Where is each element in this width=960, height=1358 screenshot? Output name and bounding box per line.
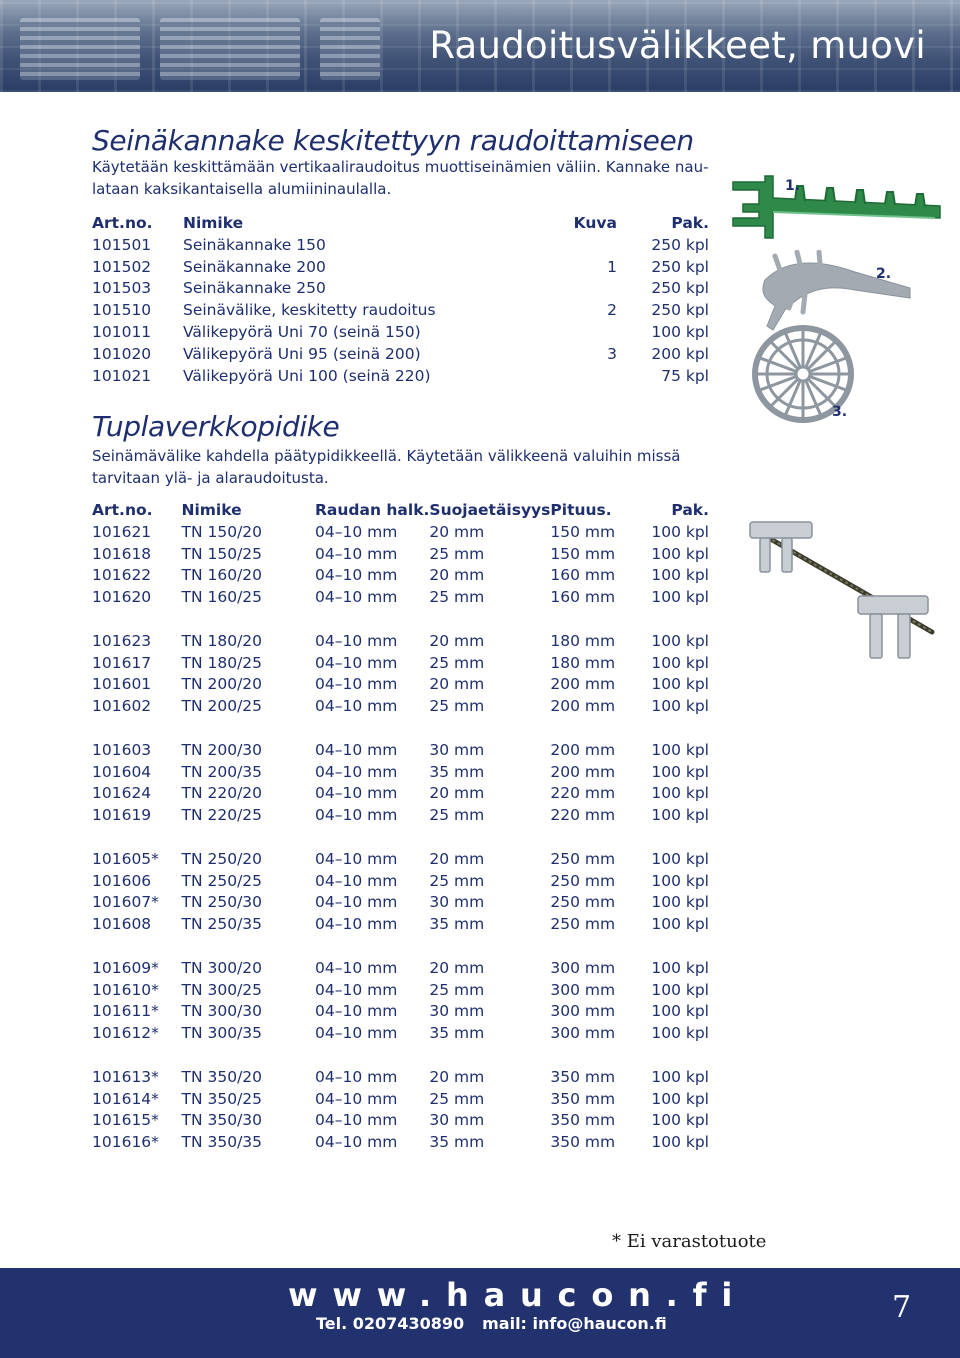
table-row (92, 695, 709, 717)
art-no-cell: 101621 (92, 522, 152, 541)
length-cell: 220 mm (550, 784, 616, 803)
table-row (92, 848, 709, 870)
table-row (92, 913, 709, 935)
rebar-diameter-cell: 04–10 mm (314, 893, 398, 912)
pack-cell: 100 kpl (651, 566, 709, 585)
pack-cell: 100 kpl (651, 544, 709, 563)
name-cell: Seinäkannake 200 (183, 257, 326, 276)
group-spacer (92, 826, 709, 848)
name-cell: TN 180/20 (181, 631, 263, 650)
pack-cell: 100 kpl (651, 653, 709, 672)
pack-cell: 100 kpl (651, 1111, 709, 1130)
section2-description (92, 446, 732, 489)
art-no-cell: 101623 (92, 631, 152, 650)
cover-cell: 20 mm (429, 631, 485, 650)
table-row (92, 1001, 709, 1023)
group-spacer (92, 935, 709, 957)
name-cell: TN 300/25 (181, 980, 263, 999)
art-no-cell: 101603 (92, 740, 152, 759)
art-no-cell: 101609* (92, 958, 159, 977)
column-header: Pituus. (550, 501, 612, 519)
length-cell: 160 mm (550, 588, 616, 607)
length-cell: 200 mm (550, 675, 616, 694)
rebar-diameter-cell: 04–10 mm (314, 544, 398, 563)
column-header: Raudan halk. (314, 501, 430, 519)
name-cell: Välikepyörä Uni 95 (seinä 200) (183, 344, 421, 363)
group-spacer-cell (92, 935, 709, 957)
column-header: Nimike (181, 501, 242, 519)
section1-table (92, 212, 709, 387)
pack-cell: 250 kpl (651, 235, 709, 254)
length-cell: 350 mm (550, 1111, 616, 1130)
rebar-diameter-cell: 04–10 mm (314, 653, 398, 672)
length-cell: 150 mm (550, 522, 616, 541)
name-cell: Välikepyörä Uni 100 (seinä 220) (183, 366, 431, 385)
name-cell: TN 160/25 (181, 588, 263, 607)
table-row (92, 674, 709, 696)
art-no-cell: 101620 (92, 588, 152, 607)
column-header: Kuva (573, 214, 617, 232)
length-cell: 350 mm (550, 1067, 616, 1086)
cover-cell: 25 mm (429, 588, 485, 607)
table-header-row (92, 212, 709, 234)
cover-cell: 25 mm (429, 544, 485, 563)
figure-ref-cell: 2 (607, 301, 617, 320)
table-header-row (92, 499, 709, 521)
art-no-cell: 101619 (92, 806, 152, 825)
section2-desc-line: tarvitaan ylä- ja alaraudoitusta. (92, 468, 329, 487)
table-row (92, 652, 709, 674)
name-cell: TN 250/35 (181, 915, 263, 934)
art-no-cell: 101501 (92, 235, 152, 254)
column-header: Pak. (671, 214, 709, 232)
rebar-diameter-cell: 04–10 mm (314, 631, 398, 650)
rebar-diameter-cell: 04–10 mm (314, 806, 398, 825)
length-cell: 300 mm (550, 1024, 616, 1043)
art-no-cell: 101622 (92, 566, 152, 585)
group-spacer (92, 1044, 709, 1066)
pack-cell: 100 kpl (651, 1024, 709, 1043)
table-row (92, 804, 709, 826)
group-spacer-cell (92, 717, 709, 739)
cover-cell: 25 mm (429, 653, 485, 672)
art-no-cell: 101611* (92, 1002, 159, 1021)
section1-description (92, 157, 732, 200)
cover-cell: 20 mm (429, 566, 485, 585)
phone-number: Tel. 0207430890 (316, 1314, 465, 1333)
section2-table (92, 499, 709, 1153)
rebar-diameter-cell: 04–10 mm (314, 1133, 398, 1152)
length-cell: 180 mm (550, 653, 616, 672)
name-cell: TN 300/30 (181, 1002, 263, 1021)
table-row (92, 783, 709, 805)
table-row (92, 256, 709, 278)
rebar-diameter-cell: 04–10 mm (314, 915, 398, 934)
cover-cell: 30 mm (429, 740, 485, 759)
column-header: Art.no. (92, 501, 153, 519)
pack-cell: 100 kpl (651, 740, 709, 759)
length-cell: 150 mm (550, 544, 616, 563)
pack-cell: 100 kpl (651, 762, 709, 781)
cover-cell: 20 mm (429, 958, 485, 977)
rebar-diameter-cell: 04–10 mm (314, 784, 398, 803)
art-no-cell: 101602 (92, 697, 152, 716)
name-cell: TN 220/25 (181, 806, 263, 825)
table-row (92, 1066, 709, 1088)
art-no-cell: 101510 (92, 301, 152, 320)
cover-cell: 20 mm (429, 849, 485, 868)
cover-cell: 25 mm (429, 980, 485, 999)
art-no-cell: 101607* (92, 893, 159, 912)
cover-cell: 20 mm (429, 675, 485, 694)
cover-cell: 25 mm (429, 1089, 485, 1108)
length-cell: 350 mm (550, 1133, 616, 1152)
name-cell: TN 200/20 (181, 675, 263, 694)
rebar-diameter-cell: 04–10 mm (314, 849, 398, 868)
name-cell: Seinäkannake 150 (183, 235, 326, 254)
cover-cell: 30 mm (429, 1002, 485, 1021)
rebar-diameter-cell: 04–10 mm (314, 1024, 398, 1043)
length-cell: 180 mm (550, 631, 616, 650)
table-row (92, 1110, 709, 1132)
cover-cell: 20 mm (429, 522, 485, 541)
art-no-cell: 101605* (92, 849, 159, 868)
section1-desc-line: lataan kaksikantaisella alumiininaulalla. (92, 179, 392, 198)
table-row (92, 343, 709, 365)
group-spacer-cell (92, 608, 709, 630)
page-number: 7 (892, 1290, 912, 1325)
name-cell: Seinävälike, keskitetty raudoitus (183, 301, 436, 320)
pack-cell: 100 kpl (651, 588, 709, 607)
rebar-diameter-cell: 04–10 mm (314, 958, 398, 977)
art-no-cell: 101608 (92, 915, 152, 934)
table-row (92, 957, 709, 979)
name-cell: TN 150/25 (181, 544, 263, 563)
name-cell: TN 350/30 (181, 1111, 263, 1130)
art-no-cell: 101614* (92, 1089, 159, 1108)
table-row (92, 543, 709, 565)
length-cell: 250 mm (550, 849, 616, 868)
group-spacer (92, 608, 709, 630)
name-cell: TN 200/35 (181, 762, 263, 781)
length-cell: 200 mm (550, 762, 616, 781)
art-no-cell: 101612* (92, 1024, 159, 1043)
figure-ref-cell: 1 (607, 257, 617, 276)
pack-cell: 200 kpl (651, 344, 709, 363)
name-cell: TN 200/25 (181, 697, 263, 716)
footer-contact (316, 1314, 667, 1333)
pack-cell: 100 kpl (651, 980, 709, 999)
table-row (92, 521, 709, 543)
table-row (92, 1088, 709, 1110)
art-no-cell: 101617 (92, 653, 152, 672)
table-row (92, 739, 709, 761)
name-cell: TN 350/25 (181, 1089, 263, 1108)
figure-label: 1. (785, 178, 801, 194)
table-row (92, 321, 709, 343)
cover-cell: 30 mm (429, 1111, 485, 1130)
name-cell: TN 250/25 (181, 871, 263, 890)
footnote: * Ei varastotuote (612, 1231, 767, 1252)
table-row (92, 870, 709, 892)
pack-cell: 100 kpl (651, 522, 709, 541)
name-cell: TN 250/30 (181, 893, 263, 912)
pack-cell: 100 kpl (651, 1067, 709, 1086)
table-row (92, 979, 709, 1001)
cover-cell: 25 mm (429, 697, 485, 716)
pack-cell: 100 kpl (651, 784, 709, 803)
section2-desc-line: Seinämävälike kahdella päätypidikkeellä. Käytetään välikkeenä valuihin missä (92, 447, 681, 465)
figure-ref-cell (573, 365, 617, 387)
cover-cell: 35 mm (429, 762, 485, 781)
name-cell: TN 250/20 (181, 849, 263, 868)
cover-cell: 25 mm (429, 871, 485, 890)
pack-cell: 250 kpl (651, 301, 709, 320)
rebar-diameter-cell: 04–10 mm (314, 762, 398, 781)
table-row (92, 234, 709, 256)
pack-cell: 100 kpl (651, 631, 709, 650)
table-row (92, 630, 709, 652)
art-no-cell: 101618 (92, 544, 152, 563)
length-cell: 200 mm (550, 740, 616, 759)
art-no-cell: 101502 (92, 257, 152, 276)
pack-cell: 250 kpl (651, 257, 709, 276)
email-link[interactable]: mail: info@haucon.fi (482, 1314, 667, 1333)
website-link[interactable]: www.haucon.fi (288, 1276, 748, 1314)
name-cell: TN 200/30 (181, 740, 263, 759)
banner-photo-stack (20, 18, 140, 80)
name-cell: TN 150/20 (181, 522, 263, 541)
table-row (92, 1131, 709, 1153)
length-cell: 250 mm (550, 871, 616, 890)
cover-cell: 20 mm (429, 784, 485, 803)
pack-cell: 75 kpl (661, 366, 709, 385)
rebar-diameter-cell: 04–10 mm (314, 566, 398, 585)
rebar-diameter-cell: 04–10 mm (314, 697, 398, 716)
cover-cell: 25 mm (429, 806, 485, 825)
pack-cell: 250 kpl (651, 279, 709, 298)
figure-ref-cell: 3 (607, 344, 617, 363)
banner-photo-stack (160, 18, 300, 80)
section2-heading: Tuplaverkkopidike (92, 410, 340, 443)
table-row (92, 278, 709, 300)
rebar-diameter-cell: 04–10 mm (314, 871, 398, 890)
table-row (92, 299, 709, 321)
rebar-diameter-cell: 04–10 mm (314, 1111, 398, 1130)
length-cell: 350 mm (550, 1089, 616, 1108)
name-cell: TN 300/20 (181, 958, 263, 977)
length-cell: 300 mm (550, 1002, 616, 1021)
cover-cell: 30 mm (429, 893, 485, 912)
figure-ref-cell (573, 234, 617, 256)
rebar-diameter-cell: 04–10 mm (314, 588, 398, 607)
figure-ref-cell (573, 321, 617, 343)
art-no-cell: 101606 (92, 871, 152, 890)
art-no-cell: 101021 (92, 366, 152, 385)
figure-label: 2. (876, 266, 892, 282)
table-row (92, 586, 709, 608)
group-spacer (92, 717, 709, 739)
banner-photo-stack (320, 18, 380, 80)
name-cell: TN 350/20 (181, 1067, 263, 1086)
rebar-diameter-cell: 04–10 mm (314, 1089, 398, 1108)
table-row (92, 892, 709, 914)
art-no-cell: 101610* (92, 980, 159, 999)
pack-cell: 100 kpl (651, 323, 709, 342)
figure-ref-cell (573, 278, 617, 300)
column-header: Pak. (671, 501, 709, 519)
art-no-cell: 101613* (92, 1067, 159, 1086)
rebar-diameter-cell: 04–10 mm (314, 522, 398, 541)
name-cell: TN 300/35 (181, 1024, 263, 1043)
art-no-cell: 101615* (92, 1111, 159, 1130)
pack-cell: 100 kpl (651, 849, 709, 868)
pack-cell: 100 kpl (651, 697, 709, 716)
art-no-cell: 101503 (92, 279, 152, 298)
name-cell: TN 160/20 (181, 566, 263, 585)
group-spacer-cell (92, 1044, 709, 1066)
column-header: Art.no. (92, 214, 153, 232)
pack-cell: 100 kpl (651, 871, 709, 890)
name-cell: TN 220/20 (181, 784, 263, 803)
length-cell: 220 mm (550, 806, 616, 825)
pack-cell: 100 kpl (651, 675, 709, 694)
table-row (92, 565, 709, 587)
page-title: Raudoitusvälikkeet, muovi (429, 24, 926, 67)
pack-cell: 100 kpl (651, 1089, 709, 1108)
pack-cell: 100 kpl (651, 958, 709, 977)
art-no-cell: 101604 (92, 762, 152, 781)
name-cell: TN 350/35 (181, 1133, 263, 1152)
art-no-cell: 101624 (92, 784, 152, 803)
length-cell: 160 mm (550, 566, 616, 585)
wall-bracket-image (725, 168, 950, 246)
art-no-cell: 101011 (92, 323, 152, 342)
name-cell: Välikepyörä Uni 70 (seinä 150) (183, 323, 421, 342)
length-cell: 250 mm (550, 893, 616, 912)
table-row (92, 365, 709, 387)
cover-cell: 20 mm (429, 1067, 485, 1086)
section1-desc-line: Käytetään keskittämään vertikaaliraudoitus muottiseinämien väliin. Kannake nau- (92, 158, 709, 176)
rebar-diameter-cell: 04–10 mm (314, 980, 398, 999)
rebar-diameter-cell: 04–10 mm (314, 675, 398, 694)
pack-cell: 100 kpl (651, 915, 709, 934)
pack-cell: 100 kpl (651, 1133, 709, 1152)
name-cell: Seinäkannake 250 (183, 279, 326, 298)
rebar-diameter-cell: 04–10 mm (314, 740, 398, 759)
art-no-cell: 101616* (92, 1133, 159, 1152)
cover-cell: 35 mm (429, 1133, 485, 1152)
double-mesh-holder-image (742, 512, 952, 670)
table-row (92, 761, 709, 783)
length-cell: 200 mm (550, 697, 616, 716)
pack-cell: 100 kpl (651, 1002, 709, 1021)
length-cell: 300 mm (550, 980, 616, 999)
header-banner (0, 0, 960, 92)
cover-cell: 35 mm (429, 1024, 485, 1043)
cover-cell: 35 mm (429, 915, 485, 934)
art-no-cell: 101601 (92, 675, 152, 694)
figure-label: 3. (832, 404, 848, 420)
length-cell: 300 mm (550, 958, 616, 977)
pack-cell: 100 kpl (651, 893, 709, 912)
table-row (92, 1022, 709, 1044)
column-header: Suojaetäisyys (429, 501, 551, 519)
group-spacer-cell (92, 826, 709, 848)
column-header: Nimike (183, 214, 244, 232)
section1-heading: Seinäkannake keskitettyyn raudoittamiseen (92, 124, 694, 157)
rebar-diameter-cell: 04–10 mm (314, 1067, 398, 1086)
name-cell: TN 180/25 (181, 653, 263, 672)
rebar-diameter-cell: 04–10 mm (314, 1002, 398, 1021)
art-no-cell: 101020 (92, 344, 152, 363)
length-cell: 250 mm (550, 915, 616, 934)
pack-cell: 100 kpl (651, 806, 709, 825)
